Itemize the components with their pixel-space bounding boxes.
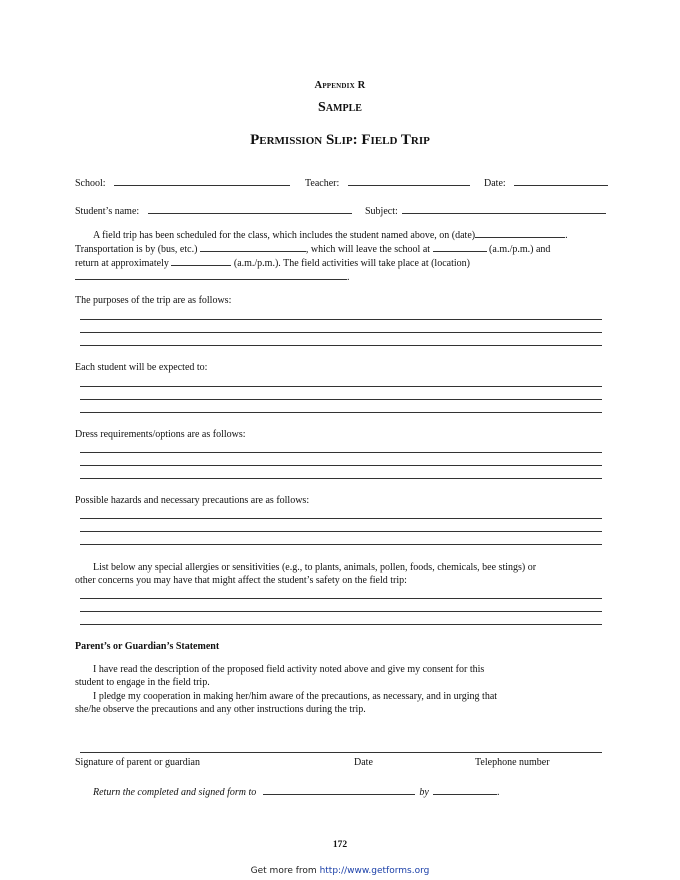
trip-date-blank[interactable]	[475, 227, 565, 238]
allergies-line-2[interactable]	[80, 611, 602, 612]
statement-p2-line1: I pledge my cooperation in making her/him aware of the precautions, as necessary, and in urging that	[93, 691, 498, 702]
intro-line-3	[75, 255, 470, 269]
return-instruction	[93, 784, 500, 798]
school-blank[interactable]	[114, 175, 290, 186]
return-to-blank[interactable]	[263, 784, 415, 795]
teacher-field	[305, 175, 470, 189]
location-label: (a.m./p.m.). The field activities will take place at (location)	[233, 258, 470, 269]
return-period: .	[497, 787, 500, 798]
allergies-text-1: List below any special allergies or sensitivities (e.g., to plants, animals, pollen, foods, chemicals, bee stings) or	[93, 562, 537, 573]
page-number: 172	[332, 840, 348, 850]
purposes-line-3[interactable]	[80, 345, 602, 346]
sample-label: Sample	[318, 100, 362, 115]
footer-prefix: Get more from	[250, 866, 317, 876]
return-by-blank[interactable]	[433, 784, 497, 795]
signature-line[interactable]	[80, 752, 602, 753]
signature-label: Signature of parent or guardian	[75, 757, 200, 768]
leave-ampm-label: (a.m./p.m.) and	[489, 244, 551, 255]
expected-line-1[interactable]	[80, 386, 602, 387]
signature-date-label: Date	[354, 757, 373, 768]
page-title: Permission Slip: Field Trip	[250, 132, 430, 148]
transport-blank[interactable]	[200, 241, 306, 252]
appendix-label: Appendix R	[314, 80, 366, 91]
student-name-blank[interactable]	[148, 203, 352, 214]
date-label: Date:	[484, 178, 506, 189]
hazards-heading: Possible hazards and necessary precautions are as follows:	[75, 495, 310, 506]
teacher-label: Teacher:	[305, 178, 340, 189]
intro-line-4	[75, 269, 350, 283]
transport-label: Transportation is by (bus, etc.)	[75, 244, 198, 255]
purposes-line-1[interactable]	[80, 319, 602, 320]
expected-line-3[interactable]	[80, 412, 602, 413]
statement-heading: Parent’s or Guardian’s Statement	[75, 641, 220, 652]
footer	[0, 866, 680, 876]
dress-line-3[interactable]	[80, 478, 602, 479]
school-field	[75, 175, 290, 189]
school-label: School:	[75, 178, 106, 189]
statement-p1-line2: student to engage in the field trip.	[75, 677, 210, 688]
statement-p1-line1: I have read the description of the proposed field activity noted above and give my consent for this	[93, 664, 485, 675]
return-to-label: Return the completed and signed form to	[93, 787, 257, 798]
hazards-line-2[interactable]	[80, 531, 602, 532]
subject-blank[interactable]	[402, 203, 606, 214]
expected-heading: Each student will be expected to:	[75, 362, 208, 373]
dress-line-1[interactable]	[80, 452, 602, 453]
purposes-heading: The purposes of the trip are as follows:	[75, 295, 232, 306]
subject-label: Subject:	[365, 206, 398, 217]
return-label: return at approximately	[75, 258, 169, 269]
teacher-blank[interactable]	[348, 175, 470, 186]
intro-period-1: .	[565, 230, 568, 241]
leave-time-blank[interactable]	[433, 241, 487, 252]
dress-heading: Dress requirements/options are as follows:	[75, 429, 246, 440]
return-by-label: by	[419, 787, 429, 798]
student-name-field	[75, 203, 352, 217]
leave-label: , which will leave the school at	[305, 244, 431, 255]
subject-field	[365, 203, 606, 217]
statement-p2-line2: she/he observe the precautions and any other instructions during the trip.	[75, 704, 366, 715]
intro-period-4: .	[347, 272, 350, 283]
dress-line-2[interactable]	[80, 465, 602, 466]
student-name-label: Student’s name:	[75, 206, 140, 217]
date-blank[interactable]	[514, 175, 608, 186]
intro-text-1: A field trip has been scheduled for the class, which includes the student named above, on (date)	[93, 230, 476, 241]
allergies-line-1[interactable]	[80, 598, 602, 599]
intro-line-2	[75, 241, 550, 255]
telephone-label: Telephone number	[475, 757, 550, 768]
return-time-blank[interactable]	[171, 255, 231, 266]
hazards-line-1[interactable]	[80, 518, 602, 519]
intro-line-1	[93, 227, 568, 241]
location-blank[interactable]	[75, 269, 347, 280]
allergies-line-3[interactable]	[80, 624, 602, 625]
hazards-line-3[interactable]	[80, 544, 602, 545]
expected-line-2[interactable]	[80, 399, 602, 400]
allergies-text-2: other concerns you may have that might affect the student’s safety on the field trip:	[75, 575, 407, 586]
date-field	[484, 175, 608, 189]
footer-link[interactable]: http://www.getforms.org	[319, 866, 430, 876]
purposes-line-2[interactable]	[80, 332, 602, 333]
